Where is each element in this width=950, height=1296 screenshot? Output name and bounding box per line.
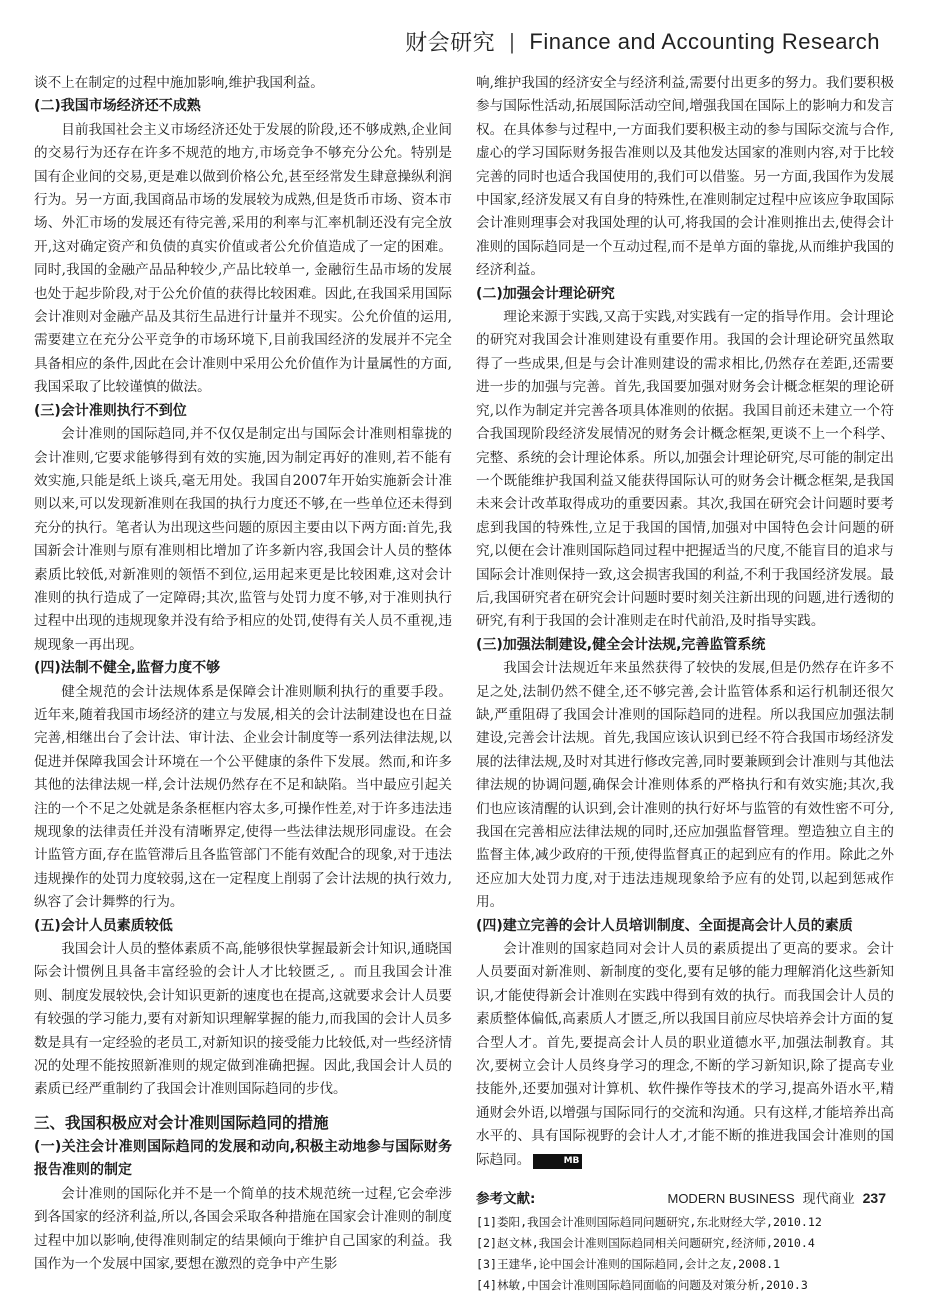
paragraph: 谈不上在制定的过程中施加影响,维护我国利益。 bbox=[34, 75, 324, 91]
reference-item: [4]林敏,中国会计准则国际趋同面临的问题及对策分析,2010.3 bbox=[476, 1277, 808, 1292]
subsection-heading: (三)会计准则执行不到位 bbox=[34, 402, 187, 419]
journal-section-en: Finance and Accounting Research bbox=[529, 28, 880, 54]
header-separator: | bbox=[509, 28, 516, 54]
subsection-heading: (四)法制不健全,监督力度不够 bbox=[34, 660, 221, 677]
page-footer bbox=[667, 1188, 886, 1207]
end-mark-badge: MB bbox=[533, 1154, 582, 1169]
journal-section-cn: 财会研究 bbox=[405, 30, 496, 55]
paragraph: 会计准则的国际趋同,并不仅仅是制定出与国际会计准则相靠拢的会计准则,它要求能够得到有效的实施,因为制定再好的准则,若不能有效实施,只能是纸上谈兵,毫无用处。我国自2007年开始实施新会计准则以来,可以发现新准则在我国的执行力度还不够,在一些单位还未得到充分的执行。笔者认为出现这些问题的原因主要由以下两方面:首先,我国新会计准则与原有准则相比增加了许多新内容,我国会计人员的整体素质比较低,对新准则的领悟不到位,运用起来更是比较困难,这对会计准则的执行造成了一定障碍;其次,监管与处罚力度不够,对于准则执行过程中出现的违规现象并没有给予相应的处罚,使得有关人员不重视,违规现象一再出现。 bbox=[34, 426, 452, 653]
subsection-heading: (四)建立完善的会计人员培训制度、全面提高会计人员的素质 bbox=[476, 917, 853, 934]
reference-item: [1]娄阳,我国会计准则国际趋同问题研究,东北财经大学,2010.12 bbox=[476, 1214, 822, 1229]
subsection-heading: (五)会计人员素质较低 bbox=[34, 917, 173, 934]
magazine-name-en: MODERN BUSINESS bbox=[667, 1191, 795, 1206]
paragraph: 我国会计人员的整体素质不高,能够很快掌握最新会计知识,通晓国际会计惯例且具备丰富经验的会计人才比较匮乏, 。而且我国会计准则、制度发展较快,会计知识更新的速度也在提高,这就要求会计人员要有较强的学习能力,要有对新知识理解掌握的能力,而我国的会计人员多数是具有一定经验的老员工,对新知识的接受能力比较低,对一些经济情况的处理不能按照新准则的规定做到准确把握。因此,我国会计人员的素质已经严重制约了我国会计准则国际趋同的步伐。 bbox=[34, 941, 452, 1098]
paragraph: 响,维护我国的经济安全与经济利益,需要付出更多的努力。我们要积极参与国际性活动,拓展国际活动空间,增强我国在国际上的影响力和发言权。在具体参与过程中,一方面我们要积极主动的参与国际交流与合作,虚心的学习国际财务报告准则以及其他发达国家的准则内容,对于比较完善的同时也适合我国使用的,我们可以借鉴。另一方面,我国作为发展中国家,经济发展又有自身的特殊性,在准则制定过程中应该应争取国际会计准则理事会对我国处理的认可,将我国的会计准则推出去,使得会计准则的国际趋同是一个互动过程,而不是单方面的靠拢,从而维护我国的经济利益。 bbox=[476, 75, 894, 279]
section-heading: 三、我国积极应对会计准则国际趋同的措施 bbox=[34, 1113, 329, 1132]
references-heading: 参考文献: bbox=[476, 1191, 536, 1208]
page-number: 237 bbox=[862, 1190, 886, 1206]
right-column bbox=[476, 72, 894, 1296]
subsection-heading: (二)加强会计理论研究 bbox=[476, 285, 615, 302]
subsection-heading: (一)关注会计准则国际趋同的发展和动向,积极主动地参与国际财务报告准则的制定 bbox=[34, 1138, 452, 1179]
magazine-name-cn: 现代商业 bbox=[802, 1191, 855, 1206]
reference-item: [3]王建华,论中国会计准则的国际趋同,会计之友,2008.1 bbox=[476, 1256, 781, 1271]
paragraph: 目前我国社会主义市场经济还处于发展的阶段,还不够成熟,企业间的交易行为还存在许多不规范的地方,市场竞争不够充分公允。特别是国有企业间的交易,更是难以做到价格公允,甚至经常发生肆意操纵利润行为。另一方面,我国商品市场的发展较为成熟,但是货币市场、资本市场、外汇市场的发展还有待完善,采用的利率与汇率机制还没有完全放开,这对确定资产和负债的真实价值或者公允价值造成了一定的困难。同时,我国的金融产品品种较少,产品比较单一, 金融衍生品市场的发展也处于起步阶段,对于公允价值的获得比较困难。因此,在我国采用国际会计准则对金融产品及其衍生品进行计量并不现实。公允价值的运用,需要建立在充分公平竞争的市场环境下,目前我国经济的发展并不完全具备相应的条件,因此在会计准则中采用公允价值作为计量属性的方面,我国采取了比较谨慎的做法。 bbox=[34, 121, 452, 396]
subsection-heading: (二)我国市场经济还不成熟 bbox=[34, 98, 201, 115]
running-header bbox=[405, 26, 880, 57]
paragraph: 会计准则的国际化并不是一个简单的技术规范统一过程,它会牵涉到各国家的经济利益,所以,各国会采取各种措施在国家会计准则的制度过程中加以影响,使得准则制定的结果倾向于维护自己国家的利益。我国作为一个发展中国家,要想在激烈的竞争中产生影 bbox=[34, 1185, 452, 1272]
reference-item: [2]赵文林,我国会计准则国际趋同相关问题研究,经济师,2010.4 bbox=[476, 1235, 815, 1250]
paragraph bbox=[476, 938, 894, 1172]
paragraph: 理论来源于实践,又高于实践,对实践有一定的指导作用。会计理论的研究对我国会计准则建设有重要作用。我国的会计理论研究虽然取得了一些成果,但是与会计准则建设的需求相比,仍然存在差距,还需要进一步的加强与完善。首先,我国要加强对财务会计概念框架的理论研究,以作为制定并完善各项具体准则的依据。我国目前还未建立一个符合我国现阶段经济发展情况的财务会计概念框架,更谈不上一个科学、完整、系统的会计理论体系。所以,加强会计理论研究,尽可能的制定出一个既能维护我国利益又能获得国际认可的财务会计概念框架,是我国未来会计改革取得成功的重要因素。其次,我国在研究会计问题时要考虑到我国的特殊性,立足于我国的国情,加强对中国特色会计问题的研究,以便在会计准则国际趋同过程中把握适当的尺度,不能盲目的追求与国际会计准则保持一致,这会损害我国的利益,不利于我国经济发展。最后,我国研究者在研究会计问题时要时刻关注新出现的问题,进行透彻的研究,有利于我国的会计准则走在时代前沿,及时指导实践。 bbox=[476, 309, 894, 630]
paragraph-text: 会计准则的国家趋同对会计人员的素质提出了更高的要求。会计人员要面对新准则、新制度的变化,要有足够的能力理解消化这些新知识,才能使得新会计准则在实践中得到有效的执行。而我国会计人员的素质整体偏低,高素质人才匮乏,所以我国目前应尽快培养会计方面的复合型人才。首先,要提高会计人员的职业道德水平,加强法制教育。其次,要树立会计人员终身学习的理念,不断的学习新知识,除了提高专业技能外,还要加强对计算机、软件操作等技术的学习,提高外语水平,精通财会外语,以增强与国际同行的交流和沟通。只有这样,才能培养出高水平的、具有国际视野的会计人才,才能不断的推进我国会计准则的国际趋同。 bbox=[476, 941, 894, 1168]
paragraph: 健全规范的会计法规体系是保障会计准则顺利执行的重要手段。近年来,随着我国市场经济的建立与发展,相关的会计法制建设也在日益完善,相继出台了会计法、审计法、企业会计制度等一系列法律法规,以促进并保障我国会计环境在一个公平健康的条件下发展。然而,和许多其他的法律法规一样,会计法规仍然存在不足和缺陷。当中最应引起关注的一个不足之处就是条条框框内容太多,可操作性差,对于许多违法违规现象的法律责任并没有清晰界定,使得一些法律法规形同虚设。在会计监管方面,存在监管滞后且各监管部门不能有效配合的现象,对于违法违规操作的处罚力度较弱,这在一定程度上削弱了会计法规的执行效力,纵容了会计舞弊的行为。 bbox=[34, 683, 452, 911]
subsection-heading: (三)加强法制建设,健全会计法规,完善监管系统 bbox=[476, 636, 766, 653]
left-column bbox=[34, 72, 452, 1276]
paragraph: 我国会计法规近年来虽然获得了较快的发展,但是仍然存在许多不足之处,法制仍然不健全,还不够完善,会计监管体系和运行机制还很欠缺,严重阻碍了我国会计准则的国际趋同的进程。所以我国应加强法制建设,完善会计法规。首先,我国应该认识到已经不符合我国市场经济发展的法律法规,及时对其进行修改完善,同时要兼顾到会计准则与其他法律法规的协调问题,确保会计准则体系的严格执行和有效实施;其次,我们也应该清醒的认识到,会计准则的执行好坏与监管的有效性密不可分,我国在完善相应法律法规的同时,还应加强监督管理。塑造独立自主的监督主体,减少政府的干预,使得监督真正的起到应有的作用。除此之外还应加大处罚力度,对于违法违规现象给予应有的处罚,以起到惩戒作用。 bbox=[476, 660, 894, 911]
